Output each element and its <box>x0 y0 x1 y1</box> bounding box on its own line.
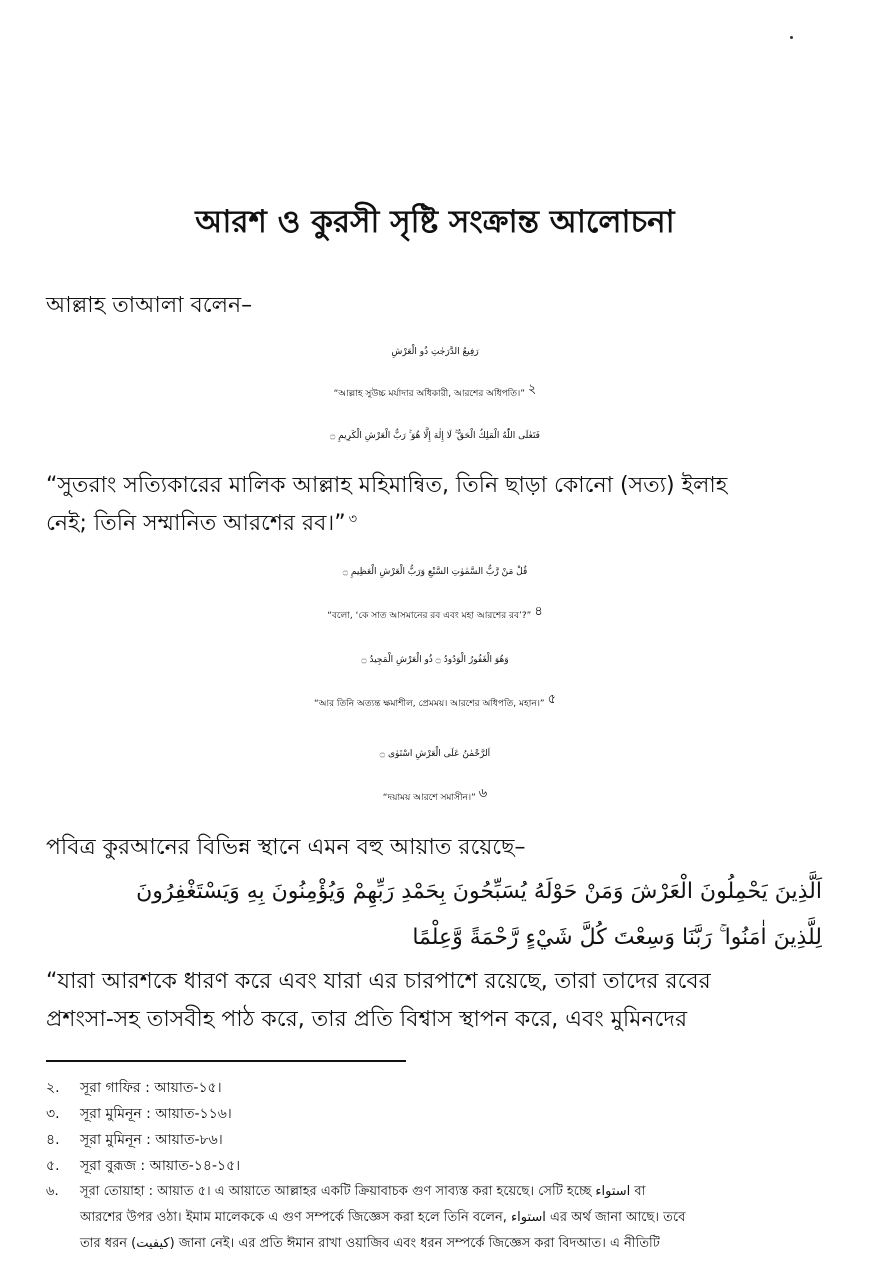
footnote-ref: ৩ <box>348 512 358 527</box>
footnote-number: ৫. <box>46 1158 60 1174</box>
footnote-text: সূরা মুমিনূন : আয়াত-১১৬। <box>80 1106 232 1122</box>
verse-6-translation-line-1: “যারা আরশকে ধারণ করে এবং যারা এর চারপাশে রয়েছে, তারা তাদের রবের <box>46 969 711 994</box>
paragraph-2: পবিত্র কুরআনের বিভিন্ন স্থানে এমন বহু আয়াত রয়েছে– <box>46 835 526 860</box>
verse-6-arabic-line-2: لِلَّذِينَ اٰمَنُوا ۚ رَبَّنَا وَسِعْتَ كُلَّ شَيْءٍ رَّحْمَةً وَّعِلْمًا <box>412 925 822 950</box>
footnote-text: সূরা মুমিনূন : আয়াত-৮৬। <box>80 1132 223 1148</box>
verse-3-translation <box>0 600 870 632</box>
footnote-5 <box>46 1154 240 1178</box>
verse-4-translation <box>0 688 870 720</box>
verse-3-arabic: قُلْ مَنْ رَّبُّ السَّمٰوٰتِ السَّبْعِ وَرَبُّ الْعَرْشِ الْعَظِيمِ ۝ <box>342 567 528 577</box>
verse-4-arabic: وَهُوَ الْغَفُورُ الْوَدُودُ ۝ ذُو الْعَرْشِ الْمَجِيدُ ۝ <box>361 655 509 665</box>
verse-2-arabic: فَتَعٰلَى اللّٰهُ الْمَلِكُ الْحَقُّ ۚ لَا إِلٰهَ إِلَّا هُوَ ۚ رَبُّ الْعَرْشِ الْكَرِيمِ ۝ <box>330 431 540 441</box>
footnote-divider <box>46 1060 406 1062</box>
verse-5-translation <box>0 782 870 814</box>
footnote-3 <box>46 1102 232 1126</box>
footnote-text: সূরা তোয়াহা : আয়াত ৫। এ আয়াতে আল্লাহর একটি ক্রিয়াবাচক গুণ সাব্যস্ত করা হয়েছে। সেটি হচ্ছে استواء বা <box>80 1184 646 1199</box>
footnote-number: ২. <box>46 1080 60 1096</box>
footnote-6-line-3: তার ধরন (كيفيت) জানা নেই। এর প্রতি ঈমান রাখা ওয়াজিব এবং ধরন সম্পর্কে জিজ্ঞেস করা বিদআত। এ নীতিটি <box>80 1236 660 1251</box>
verse-5-arabic: اَلرَّحْمٰنُ عَلَى الْعَرْشِ اسْتَوٰى ۝ <box>379 749 491 759</box>
verse-5-text: “দয়াময় আরশে সমাসীন।” <box>382 793 476 803</box>
intro-text: আল্লাহ তাআলা বলেন– <box>46 293 253 318</box>
footnote-number: ৬. <box>46 1184 59 1199</box>
footnote-number: ৩. <box>46 1106 60 1122</box>
verse-2-translation-line-1: “সুতরাং সত্যিকারের মালিক আল্লাহ মহিমান্বিত, তিনি ছাড়া কোনো (সত্য) ইলাহ <box>46 473 728 498</box>
footnote-2 <box>46 1076 222 1100</box>
footnote-ref: ২ <box>527 382 537 397</box>
footnote-text: সূরা গাফির : আয়াত-১৫। <box>80 1080 222 1096</box>
footnote-ref: ৫ <box>547 692 557 707</box>
verse-1-translation <box>0 378 870 410</box>
footnote-number: ৪. <box>46 1132 60 1148</box>
verse-4-text: “আর তিনি অত্যন্ত ক্ষমাশীল, প্রেমময়। আরশের অধিপতি, মহান।” <box>313 699 545 709</box>
footnote-ref: ৬ <box>478 786 488 801</box>
page-title: আরশ ও কুরসী সৃষ্টি সংক্রান্ত আলোচনা <box>195 204 675 240</box>
verse-6-arabic-line-1: اَلَّذِينَ يَحْمِلُونَ الْعَرْشَ وَمَنْ حَوْلَهُ يُسَبِّحُونَ بِحَمْدِ رَبِّهِمْ وَيُؤْمِنُونَ بِهِ وَيَسْتَغْفِرُونَ <box>136 879 822 904</box>
verse-1-text: “আল্লাহ সুউচ্চ মর্যাদার অধিকারী, আরশের অধিপতি।” <box>333 389 525 399</box>
footnote-6-line-2: আরশের উপর ওঠা। ইমাম মালেককে এ গুণ সম্পর্কে জিজ্ঞেস করা হলে তিনি বলেন, استواء এর অর্থ জানা আছে। তবে <box>80 1210 686 1225</box>
footnote-ref: ৪ <box>534 604 543 619</box>
footnote-6 <box>46 1180 645 1204</box>
verse-2-text: নেই; তিনি সম্মানিত আরশের রব।” <box>46 511 346 536</box>
footnote-text: সূরা বুরূজ : আয়াত-১৪-১৫। <box>80 1158 241 1174</box>
page-speck <box>790 36 793 39</box>
footnote-4 <box>46 1128 223 1152</box>
verse-3-text: “বলো, ‘কে সাত আসমানের রব এবং মহা আরশের রব’?” <box>327 611 532 621</box>
verse-1-arabic: رَفِيعُ الدَّرَجٰتِ ذُو الْعَرْشِ <box>391 347 479 357</box>
verse-6-translation-line-2: প্রশংসা-সহ তাসবীহ পাঠ করে, তার প্রতি বিশ্বাস স্থাপন করে, এবং মুমিনদের <box>46 1007 688 1032</box>
verse-2-translation-line-2 <box>46 508 357 540</box>
